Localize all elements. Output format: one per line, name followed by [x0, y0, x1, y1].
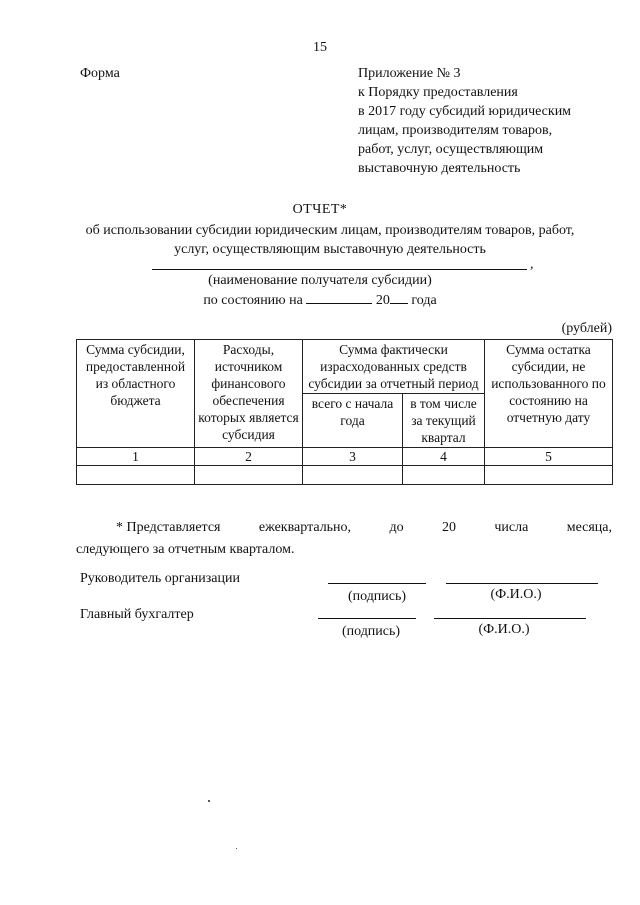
report-subtitle-line: об использовании субсидии юридическим лицам, производителям товаров, работ,: [85, 223, 575, 238]
footnote-word: числа: [494, 520, 529, 535]
appendix-line: работ, услуг, осуществляющим: [358, 142, 544, 157]
state-year-field[interactable]: [390, 291, 408, 304]
column-number: 1: [77, 448, 195, 466]
table-column-numbers-row: [77, 448, 613, 466]
table-header-row: [77, 340, 613, 394]
head-name-caption: (Ф.И.О.): [490, 587, 542, 602]
appendix-line: в 2017 году субсидий юридическим: [358, 104, 572, 119]
table-cell-input[interactable]: [485, 466, 613, 485]
footnote-line-1: [76, 517, 612, 539]
header-cell-subsidy-amount: Сумма субсидии, предоставленной из областного бюджета: [77, 340, 195, 448]
column-number: 5: [485, 448, 613, 466]
column-number: 3: [303, 448, 403, 466]
footnote-word: месяца,: [566, 520, 612, 535]
header-cell-expenses: Расходы, источником финансового обеспечения которых является субсидия: [195, 340, 303, 448]
state-date-field[interactable]: [306, 291, 372, 304]
appendix-line: к Порядку предоставления: [358, 85, 518, 100]
footnote: [76, 517, 612, 561]
head-signature-caption: (подпись): [347, 589, 407, 604]
head-name-field[interactable]: [446, 583, 598, 584]
appendix-block: [358, 64, 618, 178]
state-date-line: [0, 291, 640, 310]
head-label: Руководитель организации: [80, 571, 240, 586]
header-cell-spent-group: Сумма фактически израсходованных средств субсидии за отчетный период: [303, 340, 485, 394]
scan-speck: [208, 800, 210, 802]
table-cell-input[interactable]: [303, 466, 403, 485]
recipient-name-field[interactable]: [152, 257, 527, 270]
state-prefix: по состоянию на: [203, 293, 303, 308]
head-signature-field[interactable]: [328, 583, 426, 584]
accountant-signature-field[interactable]: [318, 618, 416, 619]
footnote-word: до: [389, 520, 404, 535]
accountant-name-caption: (Ф.И.О.): [478, 622, 530, 637]
units-label: (рублей): [561, 321, 612, 336]
page-number: 15: [313, 40, 327, 55]
state-year-prefix: 20: [375, 293, 390, 308]
table-row: [77, 466, 613, 485]
appendix-line: Приложение № 3: [358, 66, 461, 81]
footnote-line-2: следующего за отчетным кварталом.: [76, 542, 295, 557]
column-number: 2: [195, 448, 303, 466]
footnote-word: ежеквартально,: [258, 520, 352, 535]
report-title: ОТЧЕТ*: [292, 202, 348, 217]
scan-speck: [236, 848, 237, 849]
header-cell-current-quarter: в том числе за текущий квартал: [403, 394, 485, 448]
appendix-line: выставочную деятельность: [358, 161, 521, 176]
table-cell-input[interactable]: [77, 466, 195, 485]
form-label: Форма: [80, 66, 120, 81]
footnote-word: 20: [441, 520, 456, 535]
table-cell-input[interactable]: [403, 466, 485, 485]
appendix-line: лицам, производителям товаров,: [358, 123, 553, 138]
header-cell-remaining: Сумма остатка субсидии, не использованного по состоянию на отчетную дату: [485, 340, 613, 448]
recipient-comma: ,: [530, 257, 534, 272]
report-table: [76, 339, 613, 485]
column-number: 4: [403, 448, 485, 466]
report-subtitle: [40, 221, 620, 259]
header-cell-total-year: всего с начала года: [303, 394, 403, 448]
report-subtitle-line: услуг, осуществляющим выставочную деятельность: [174, 242, 486, 257]
accountant-signature-caption: (подпись): [341, 624, 401, 639]
table-cell-input[interactable]: [195, 466, 303, 485]
accountant-name-field[interactable]: [434, 618, 586, 619]
accountant-label: Главный бухгалтер: [80, 607, 194, 622]
footnote-word: * Представляется: [116, 520, 221, 535]
recipient-caption: (наименование получателя субсидии): [208, 273, 432, 288]
state-suffix: года: [411, 293, 437, 308]
